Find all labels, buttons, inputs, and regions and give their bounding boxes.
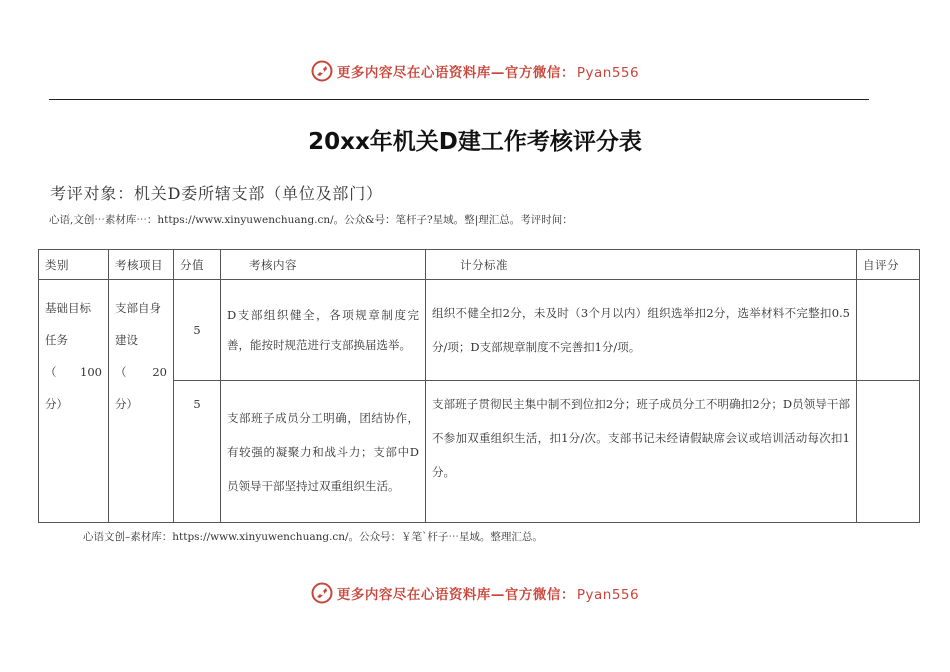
standard-cell: 组织不健全扣2分，未及时（3个月以内）组织选举扣2分，选举材料不完整扣0.5分/项；D支部规章制度不完善扣1分/项。 (426, 280, 857, 381)
item-line: 分） (115, 397, 138, 411)
evaluation-subject: 考评对象：机关D委所辖支部（单位及部门） (50, 184, 383, 203)
score-cell: 5 (174, 280, 221, 381)
logo-icon (311, 60, 333, 82)
standard-cell: 支部班子贯彻民主集中制不到位扣2分；班子成员分工不明确扣2分；D员领导干部不参加双重组织生活，扣1分/次。支部书记未经请假缺席会议或培训活动每次扣1分。 (426, 381, 857, 523)
item-line: 支部自身 (115, 301, 161, 315)
banner-wechat: Pyan556 (576, 587, 640, 603)
category-cell (39, 280, 109, 523)
banner-text: 更多内容尽在心语资料库—官方微信： Pyan556 (336, 65, 640, 81)
logo-icon (311, 582, 333, 604)
header-score: 分值 (174, 250, 221, 280)
page-title: 20xx年机关D建工作考核评分表 (308, 129, 642, 155)
item-cell (109, 280, 174, 523)
source-note-top: 心语,文创⋯素材库⋯：https://www.xinyuwenchuang.cn/。公众&号：笔杆子?星域。整|理汇总。考评时间： (49, 214, 573, 226)
content-cell: D支部组织健全，各项规章制度完善，能按时规范进行支部换届选举。 (221, 280, 426, 381)
score-table (38, 249, 920, 523)
self-score-cell[interactable] (857, 280, 920, 381)
header-content: 考核内容 (221, 250, 426, 280)
score-cell: 5 (174, 381, 221, 523)
category-line: 分） (45, 397, 68, 411)
content-cell: 支部班子成员分工明确，团结协作，有较强的凝聚力和战斗力；支部中D员领导干部坚持过双重组织生活。 (221, 381, 426, 523)
item-line: 建设 (115, 333, 138, 347)
header-self-score: 自评分 (857, 250, 920, 280)
footer-banner (0, 581, 950, 605)
category-line: （ 100 (45, 365, 102, 379)
header-standard: 计分标准 (426, 250, 857, 280)
category-line: 基础目标 (45, 301, 91, 315)
category-line: 任务 (45, 333, 68, 347)
header-category: 类别 (39, 250, 109, 280)
item-line: （ 20 (115, 365, 167, 379)
table-row (39, 280, 920, 381)
table-header-row (39, 250, 920, 280)
banner-text: 更多内容尽在心语资料库—官方微信： Pyan556 (336, 587, 640, 603)
source-note-bottom: 心语文创–素材库：https://www.xinyuwenchuang.cn/。公众号：￥笔`杆子⋯星域。整理汇总。 (83, 531, 543, 543)
self-score-cell[interactable] (857, 381, 920, 523)
banner-wechat: Pyan556 (576, 65, 640, 81)
header-rule (49, 99, 869, 100)
header-item: 考核项目 (109, 250, 174, 280)
header-banner (0, 59, 950, 83)
